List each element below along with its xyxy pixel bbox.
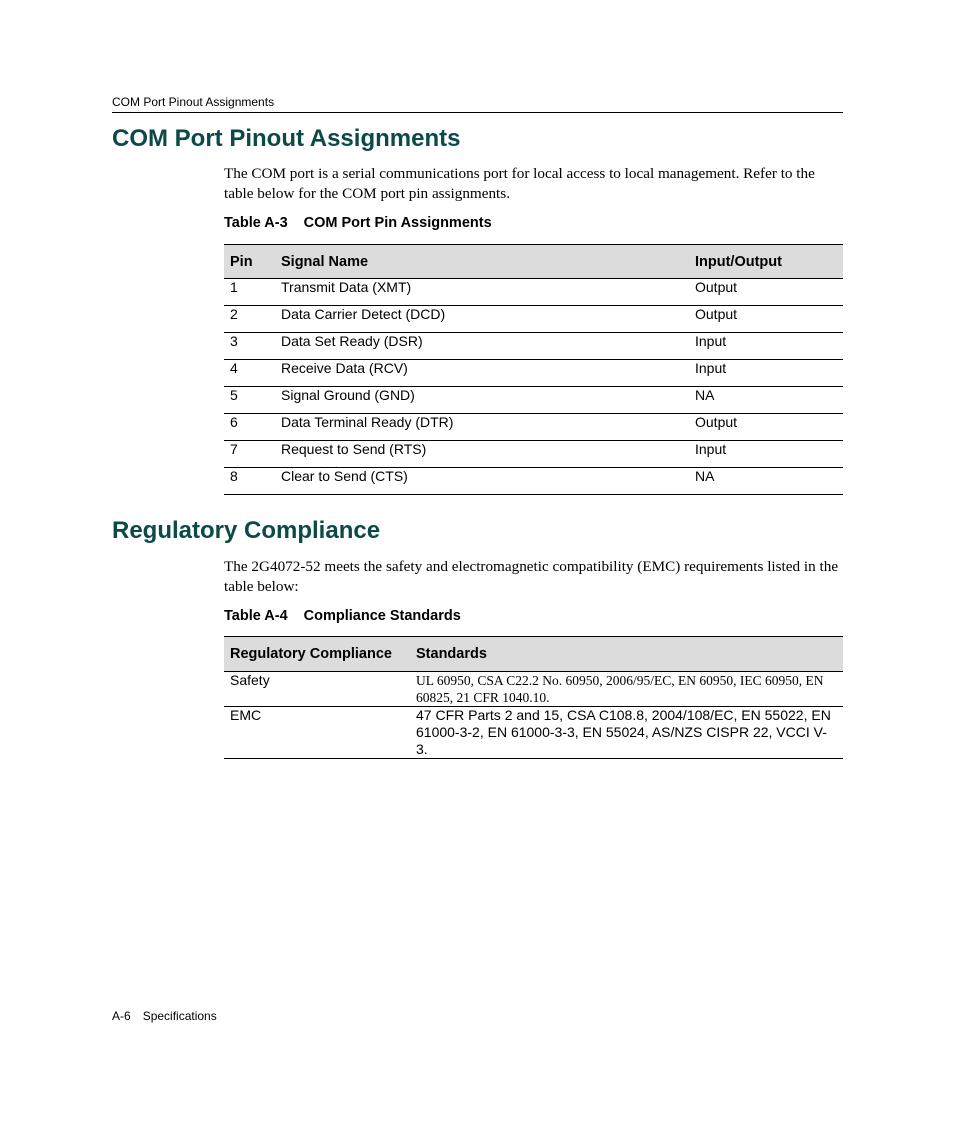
io-cell: Output bbox=[689, 306, 843, 333]
signal-name-cell: Receive Data (RCV) bbox=[275, 360, 689, 387]
com-port-intro-paragraph: The COM port is a serial communications port for local access to local management. Refer to the table below for the COM port pin assignments. bbox=[224, 165, 815, 202]
running-header: COM Port Pinout Assignments bbox=[112, 95, 275, 109]
section-title-com-port: COM Port Pinout Assignments bbox=[112, 125, 461, 152]
table-row bbox=[224, 707, 843, 759]
table-row bbox=[224, 672, 843, 707]
pin-cell: 1 bbox=[224, 279, 275, 306]
pin-cell: 2 bbox=[224, 306, 275, 333]
io-cell: Output bbox=[689, 279, 843, 306]
column-header-standards: Standards bbox=[410, 637, 843, 672]
io-cell: Input bbox=[689, 333, 843, 360]
signal-name-cell: Transmit Data (XMT) bbox=[275, 279, 689, 306]
pin-cell: 5 bbox=[224, 387, 275, 414]
table-row bbox=[224, 333, 843, 360]
pin-cell: 4 bbox=[224, 360, 275, 387]
io-cell: Input bbox=[689, 441, 843, 468]
io-cell: Output bbox=[689, 414, 843, 441]
table-caption-a3 bbox=[224, 215, 492, 231]
compliance-category-cell: Safety bbox=[224, 672, 410, 707]
compliance-category-cell: EMC bbox=[224, 707, 410, 759]
table-row bbox=[224, 279, 843, 306]
table-caption-title: COM Port Pin Assignments bbox=[303, 215, 492, 231]
io-cell: NA bbox=[689, 468, 843, 495]
table-row bbox=[224, 360, 843, 387]
table-caption-a4 bbox=[224, 608, 461, 624]
column-header-pin: Pin bbox=[224, 245, 275, 279]
signal-name-cell: Data Terminal Ready (DTR) bbox=[275, 414, 689, 441]
compliance-standards-table bbox=[224, 636, 843, 759]
pin-cell: 7 bbox=[224, 441, 275, 468]
table-row bbox=[224, 414, 843, 441]
io-cell: NA bbox=[689, 387, 843, 414]
table-header-row bbox=[224, 637, 843, 672]
pin-cell: 8 bbox=[224, 468, 275, 495]
column-header-input-output: Input/Output bbox=[689, 245, 843, 279]
signal-name-cell: Clear to Send (CTS) bbox=[275, 468, 689, 495]
column-header-signal-name: Signal Name bbox=[275, 245, 689, 279]
signal-name-cell: Data Carrier Detect (DCD) bbox=[275, 306, 689, 333]
signal-name-cell: Request to Send (RTS) bbox=[275, 441, 689, 468]
signal-name-cell: Data Set Ready (DSR) bbox=[275, 333, 689, 360]
pin-cell: 6 bbox=[224, 414, 275, 441]
section-title-regulatory-compliance: Regulatory Compliance bbox=[112, 517, 381, 544]
regulatory-intro-paragraph: The 2G4072-52 meets the safety and electromagnetic compatibility (EMC) requirements listed in the table below: bbox=[224, 558, 839, 595]
table-row bbox=[224, 441, 843, 468]
com-port-pin-table bbox=[224, 244, 843, 495]
column-header-regulatory-compliance: Regulatory Compliance bbox=[224, 637, 410, 672]
table-row bbox=[224, 306, 843, 333]
table-row bbox=[224, 387, 843, 414]
table-caption-number: Table A-3 bbox=[224, 215, 288, 231]
page-number: A-6 bbox=[112, 1009, 131, 1023]
table-caption-title: Compliance Standards bbox=[303, 608, 461, 624]
page-footer bbox=[112, 1009, 217, 1023]
header-rule bbox=[112, 112, 843, 113]
pin-cell: 3 bbox=[224, 333, 275, 360]
table-header-row bbox=[224, 245, 843, 279]
standards-cell: UL 60950, CSA C22.2 No. 60950, 2006/95/EC, EN 60950, IEC 60950, EN 60825, 21 CFR 1040.10. bbox=[410, 672, 843, 707]
signal-name-cell: Signal Ground (GND) bbox=[275, 387, 689, 414]
table-caption-number: Table A-4 bbox=[224, 608, 288, 624]
table-row bbox=[224, 468, 843, 495]
standards-cell: 47 CFR Parts 2 and 15, CSA C108.8, 2004/108/EC, EN 55022, EN 61000-3-2, EN 61000-3-3, EN 55024, AS/NZS CISPR 22, VCCI V-3. bbox=[410, 707, 843, 759]
io-cell: Input bbox=[689, 360, 843, 387]
chapter-name: Specifications bbox=[142, 1009, 217, 1023]
